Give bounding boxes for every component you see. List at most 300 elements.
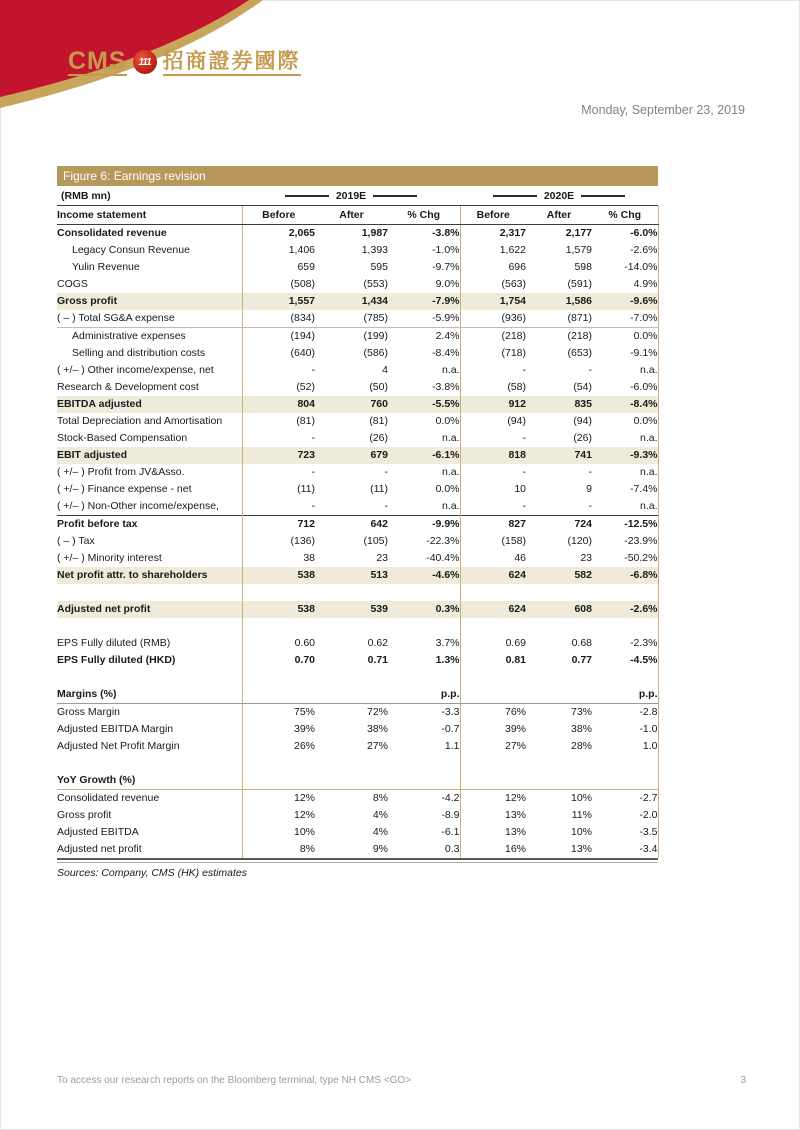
row-label: Consolidated revenue	[57, 792, 160, 804]
cell: (11)	[370, 483, 388, 495]
cell: 1,393	[361, 244, 388, 256]
cell: 0.70	[242, 652, 315, 669]
cell	[592, 669, 658, 686]
cell	[460, 669, 526, 686]
cell: 0.0%	[592, 413, 658, 430]
cell: 827	[460, 516, 526, 534]
cell: 1,586	[526, 293, 592, 310]
cell: 595	[370, 261, 388, 273]
cell: n.a.	[441, 500, 460, 512]
cell: -7.0%	[592, 310, 658, 328]
cell: 582	[526, 567, 592, 584]
table-row	[57, 669, 658, 686]
cell	[592, 755, 658, 772]
unit-label: (RMB mn)	[61, 189, 111, 202]
row-label: Gross Margin	[57, 706, 121, 718]
row-label: EPS Fully diluted (RMB)	[57, 637, 171, 649]
cell: 723	[242, 447, 315, 464]
cell	[388, 669, 460, 686]
cell	[526, 618, 592, 635]
cell: -4.5%	[592, 652, 658, 669]
table-row	[57, 841, 658, 858]
cell: 538	[242, 601, 315, 618]
cell: -2.7	[592, 790, 658, 808]
cell	[388, 772, 460, 790]
cell: (120)	[567, 535, 592, 547]
cell: (508)	[242, 276, 315, 293]
cell: -1.0	[592, 721, 658, 738]
table-row	[57, 362, 658, 379]
cell: -	[460, 498, 526, 516]
table-row	[57, 516, 658, 534]
cell: -	[242, 498, 315, 516]
row-label: Adjusted net profit	[57, 843, 142, 855]
cell: n.a.	[592, 430, 658, 447]
cell: 12%	[242, 790, 315, 808]
cms-logo-text: CMS	[68, 47, 127, 75]
cell: 598	[574, 261, 592, 273]
cell: n.a.	[592, 498, 658, 516]
cell	[388, 584, 460, 601]
cell: 28%	[570, 740, 592, 752]
table-row	[57, 601, 658, 618]
table-row	[57, 396, 658, 413]
table-row	[57, 721, 658, 738]
cell: 0.0%	[435, 415, 460, 427]
table-row	[57, 430, 658, 447]
cell: (50)	[369, 381, 388, 393]
cell: 23	[580, 552, 592, 564]
cell: -5.5%	[388, 396, 460, 413]
cell: n.a.	[441, 466, 460, 478]
page-number: 3	[740, 1075, 746, 1086]
cell: -3.4	[592, 841, 658, 858]
cell: 0.60	[242, 635, 315, 652]
table-row	[57, 379, 658, 396]
col-header-chg-2019: % Chg	[388, 206, 460, 225]
cell: -4.6%	[388, 567, 460, 584]
table-row	[57, 618, 658, 635]
cell: 13%	[570, 843, 592, 855]
cell: 27%	[366, 740, 388, 752]
cell: 12%	[460, 790, 526, 808]
cell: -3.8%	[432, 227, 460, 239]
cell: 4.9%	[592, 276, 658, 293]
cell	[460, 772, 526, 790]
cell: (26)	[573, 432, 592, 444]
cell: 1,557	[242, 293, 315, 310]
row-label: EBITDA adjusted	[57, 396, 242, 413]
cell: 0.71	[367, 654, 388, 666]
cell: -14.0%	[592, 259, 658, 276]
table-row	[57, 550, 658, 567]
dash-line	[581, 195, 625, 197]
row-label: Adjusted Net Profit Margin	[57, 740, 180, 752]
cell: 8%	[242, 841, 315, 858]
cell: 2,065	[242, 225, 315, 243]
year-group-2019e	[242, 190, 460, 202]
cell: (871)	[526, 310, 592, 328]
cell: 624	[460, 567, 526, 584]
table-row	[57, 345, 658, 362]
cell: 72%	[366, 706, 388, 718]
cell: (52)	[242, 379, 315, 396]
cell: -50.2%	[592, 550, 658, 567]
cell: (58)	[460, 379, 526, 396]
cell: 9.0%	[435, 278, 460, 290]
cell	[242, 584, 315, 601]
cell: -	[588, 466, 592, 478]
cell: (81)	[242, 413, 315, 430]
cell	[388, 618, 460, 635]
cell: (194)	[242, 328, 315, 346]
cell	[242, 772, 315, 790]
cell: 23	[376, 552, 388, 564]
cell: 10%	[242, 824, 315, 841]
row-label: ( – ) Tax	[57, 535, 95, 547]
row-label: Gross profit	[57, 293, 242, 310]
row-label: Adjusted EBITDA	[57, 826, 139, 838]
cell: 0.0%	[435, 483, 460, 495]
table-row	[57, 328, 658, 346]
cell: 46	[460, 550, 526, 567]
cell: 2,317	[460, 225, 526, 243]
row-label: Research & Development cost	[57, 381, 199, 393]
cell: 1,622	[460, 242, 526, 259]
cell: -8.9	[441, 809, 460, 821]
cell: n.a.	[441, 364, 460, 376]
cell: 1,987	[361, 227, 388, 239]
cell: (591)	[567, 278, 592, 290]
cell	[242, 618, 315, 635]
cell: 0.3	[444, 843, 460, 855]
table-row	[57, 824, 658, 841]
cell: (105)	[363, 535, 388, 547]
cell: 712	[242, 516, 315, 534]
cell	[388, 755, 460, 772]
cell: 642	[315, 516, 388, 534]
cell: n.a.	[441, 432, 460, 444]
cell: (936)	[460, 310, 526, 328]
cell: -	[588, 364, 592, 376]
income-statement-header: Income statement	[57, 206, 242, 225]
table-row	[57, 447, 658, 464]
cell: -	[588, 500, 592, 512]
cell: 8%	[372, 792, 388, 804]
cell	[526, 669, 592, 686]
cell: (218)	[567, 330, 592, 342]
column-header-row	[57, 206, 658, 225]
cell	[315, 686, 388, 704]
cell: -8.4%	[592, 396, 658, 413]
row-label	[57, 755, 242, 772]
cell	[315, 755, 388, 772]
cell: n.a.	[592, 362, 658, 379]
cell: 741	[526, 447, 592, 464]
year-group-label: 2019E	[335, 189, 367, 202]
cell: 538	[242, 567, 315, 584]
cell: -9.9%	[388, 516, 460, 534]
table-row	[57, 652, 658, 669]
cell: 38%	[366, 723, 388, 735]
cell: -7.9%	[388, 293, 460, 310]
cell: 10%	[570, 826, 592, 838]
cms-logo-chinese-text: 招商證券國際	[163, 51, 301, 76]
cell: 659	[242, 259, 315, 276]
cell: -1.0%	[432, 244, 460, 256]
cell	[460, 686, 526, 704]
row-label: ( – ) Total SG&A expense	[57, 310, 242, 328]
cell: -7.4%	[592, 481, 658, 498]
table-row	[57, 242, 658, 259]
cell: -3.5	[592, 824, 658, 841]
cell: p.p.	[388, 686, 460, 704]
cell: 38%	[570, 723, 592, 735]
cell: -5.9%	[388, 310, 460, 328]
earnings-revision-table	[57, 206, 659, 858]
table-row	[57, 464, 658, 481]
row-label: Administrative expenses	[72, 330, 186, 342]
cell: (94)	[573, 415, 592, 427]
row-label: YoY Growth (%)	[57, 772, 242, 790]
cell: (218)	[460, 328, 526, 346]
col-header-after-2020: After	[526, 206, 592, 225]
cell: (26)	[369, 432, 388, 444]
cell: -9.3%	[592, 447, 658, 464]
cell: 39%	[242, 721, 315, 738]
cms-logo-ball-icon: 111	[133, 50, 157, 74]
cell: -6.0%	[592, 225, 658, 243]
cell: -2.0	[592, 807, 658, 824]
cell: 0.69	[460, 635, 526, 652]
row-label: ( +/– ) Finance expense - net	[57, 483, 192, 495]
table-row	[57, 790, 658, 808]
cell: 73%	[570, 706, 592, 718]
cell: -6.1%	[388, 447, 460, 464]
cell: 912	[460, 396, 526, 413]
cell: -12.5%	[592, 516, 658, 534]
table-row	[57, 293, 658, 310]
row-label: Profit before tax	[57, 516, 242, 534]
cell	[315, 669, 388, 686]
cell: n.a.	[592, 464, 658, 481]
table-row	[57, 686, 658, 704]
report-date: Monday, September 23, 2019	[581, 103, 745, 117]
cell: 0.62	[367, 637, 388, 649]
cell: -	[384, 500, 388, 512]
table-row	[57, 704, 658, 722]
table-row	[57, 498, 658, 516]
cell	[315, 618, 388, 635]
table-bottom-rule	[57, 858, 658, 863]
table-row	[57, 481, 658, 498]
cell: (640)	[242, 345, 315, 362]
cell: 9%	[372, 843, 388, 855]
cell	[526, 772, 592, 790]
table-row	[57, 807, 658, 824]
cell: (136)	[242, 533, 315, 550]
cell: 39%	[460, 721, 526, 738]
cell: -	[460, 430, 526, 447]
cell: -22.3%	[426, 535, 460, 547]
cell: -2.6%	[592, 601, 658, 618]
footer-note: To access our research reports on the Bloomberg terminal, type NH CMS <GO>	[57, 1075, 412, 1086]
row-label: Yulin Revenue	[72, 261, 140, 273]
cell: 1.3%	[435, 654, 460, 666]
table-row	[57, 310, 658, 328]
cell	[242, 755, 315, 772]
unit-and-year-header-row	[57, 186, 658, 206]
cell: (94)	[460, 413, 526, 430]
cell	[526, 686, 592, 704]
cell: -6.8%	[592, 567, 658, 584]
table-row	[57, 584, 658, 601]
cell: -6.0%	[592, 379, 658, 396]
sources-note: Sources: Company, CMS (HK) estimates	[57, 867, 248, 879]
cell	[460, 755, 526, 772]
cell	[592, 584, 658, 601]
row-label: ( +/– ) Non-Other income/expense,	[57, 500, 219, 512]
cell: -	[242, 464, 315, 481]
cell: 3.7%	[435, 637, 460, 649]
col-header-after-2019: After	[315, 206, 388, 225]
year-group-2020e	[460, 190, 658, 202]
cell: 16%	[460, 841, 526, 858]
cell: -2.8	[592, 704, 658, 722]
cell: 1,434	[315, 293, 388, 310]
page-footer	[57, 1075, 746, 1086]
cell: 804	[242, 396, 315, 413]
cell: (199)	[363, 330, 388, 342]
row-label: EPS Fully diluted (HKD)	[57, 654, 176, 666]
cell: 696	[460, 259, 526, 276]
cell: -4.2	[441, 792, 460, 804]
table-row	[57, 533, 658, 550]
row-label: ( +/– ) Other income/expense, net	[57, 364, 214, 376]
year-group-label: 2020E	[543, 189, 575, 202]
cell: -3.8%	[432, 381, 460, 393]
cell: -	[384, 466, 388, 478]
cell: (553)	[363, 278, 388, 290]
row-label: EBIT adjusted	[57, 447, 242, 464]
figure-6-earnings-revision	[57, 166, 658, 879]
row-label: Gross profit	[57, 809, 112, 821]
cell: 0.3%	[388, 601, 460, 618]
table-row	[57, 413, 658, 430]
row-label	[57, 669, 242, 686]
cell	[315, 772, 388, 790]
col-header-before-2020: Before	[460, 206, 526, 225]
cell: 0.81	[460, 652, 526, 669]
cell: -40.4%	[426, 552, 460, 564]
cell: -8.4%	[432, 347, 460, 359]
cell	[242, 669, 315, 686]
row-label: ( +/– ) Profit from JV&Asso.	[57, 466, 185, 478]
row-label: Stock-Based Compensation	[57, 432, 188, 444]
cell: 608	[526, 601, 592, 618]
cell: 0.77	[571, 654, 592, 666]
cell: -	[460, 464, 526, 481]
cell: p.p.	[592, 686, 658, 704]
cell: 818	[460, 447, 526, 464]
cell: 679	[315, 447, 388, 464]
cell: 760	[315, 396, 388, 413]
dash-line	[373, 195, 417, 197]
row-label: Legacy Consun Revenue	[72, 244, 190, 256]
table-row	[57, 567, 658, 584]
cell: 1,754	[460, 293, 526, 310]
cell	[460, 584, 526, 601]
table-row	[57, 259, 658, 276]
table-row	[57, 276, 658, 293]
cell: -3.3	[441, 706, 460, 718]
cell: 76%	[460, 704, 526, 722]
cell: -2.6%	[592, 242, 658, 259]
cell: 835	[526, 396, 592, 413]
cell: -	[242, 430, 315, 447]
cell: (563)	[460, 276, 526, 293]
cell: -0.7	[441, 723, 460, 735]
cell: 38	[242, 550, 315, 567]
cell: 11%	[571, 809, 592, 821]
cell: 13%	[460, 824, 526, 841]
cell: 26%	[242, 738, 315, 755]
cell: -23.9%	[592, 533, 658, 550]
row-label: ( +/– ) Minority interest	[57, 552, 162, 564]
table-row	[57, 772, 658, 790]
cell: 27%	[460, 738, 526, 755]
row-label	[57, 618, 242, 635]
table-row	[57, 755, 658, 772]
cell: -	[460, 362, 526, 379]
cell: 1.1	[444, 740, 460, 752]
dash-line	[285, 195, 329, 197]
cell: 539	[315, 601, 388, 618]
cell	[526, 584, 592, 601]
cell: (158)	[460, 533, 526, 550]
cell: -9.6%	[592, 293, 658, 310]
col-header-before-2019: Before	[242, 206, 315, 225]
cell: 4%	[372, 809, 388, 821]
table-row	[57, 635, 658, 652]
row-label: Selling and distribution costs	[72, 347, 206, 359]
cell: -9.7%	[432, 261, 460, 273]
cell: (586)	[363, 347, 388, 359]
cell: -	[242, 362, 315, 379]
cell: 2.4%	[435, 330, 460, 342]
cell: (718)	[460, 345, 526, 362]
table-row	[57, 738, 658, 755]
cell: 624	[460, 601, 526, 618]
row-label: Consolidated revenue	[57, 227, 167, 239]
cell: (11)	[242, 481, 315, 498]
cell: 12%	[242, 807, 315, 824]
row-label: Adjusted EBITDA Margin	[57, 723, 174, 735]
cell	[315, 584, 388, 601]
cell	[242, 686, 315, 704]
row-label: Margins (%)	[57, 686, 242, 704]
cell: (653)	[567, 347, 592, 359]
row-label	[57, 584, 242, 601]
cell: (834)	[242, 310, 315, 328]
cell: 724	[526, 516, 592, 534]
cms-logo	[68, 47, 301, 76]
row-label: Adjusted net profit	[57, 601, 242, 618]
row-label: COGS	[57, 278, 88, 290]
row-label: Net profit attr. to shareholders	[57, 567, 242, 584]
cell: 75%	[242, 704, 315, 722]
figure-title-bar: Figure 6: Earnings revision	[57, 166, 658, 186]
